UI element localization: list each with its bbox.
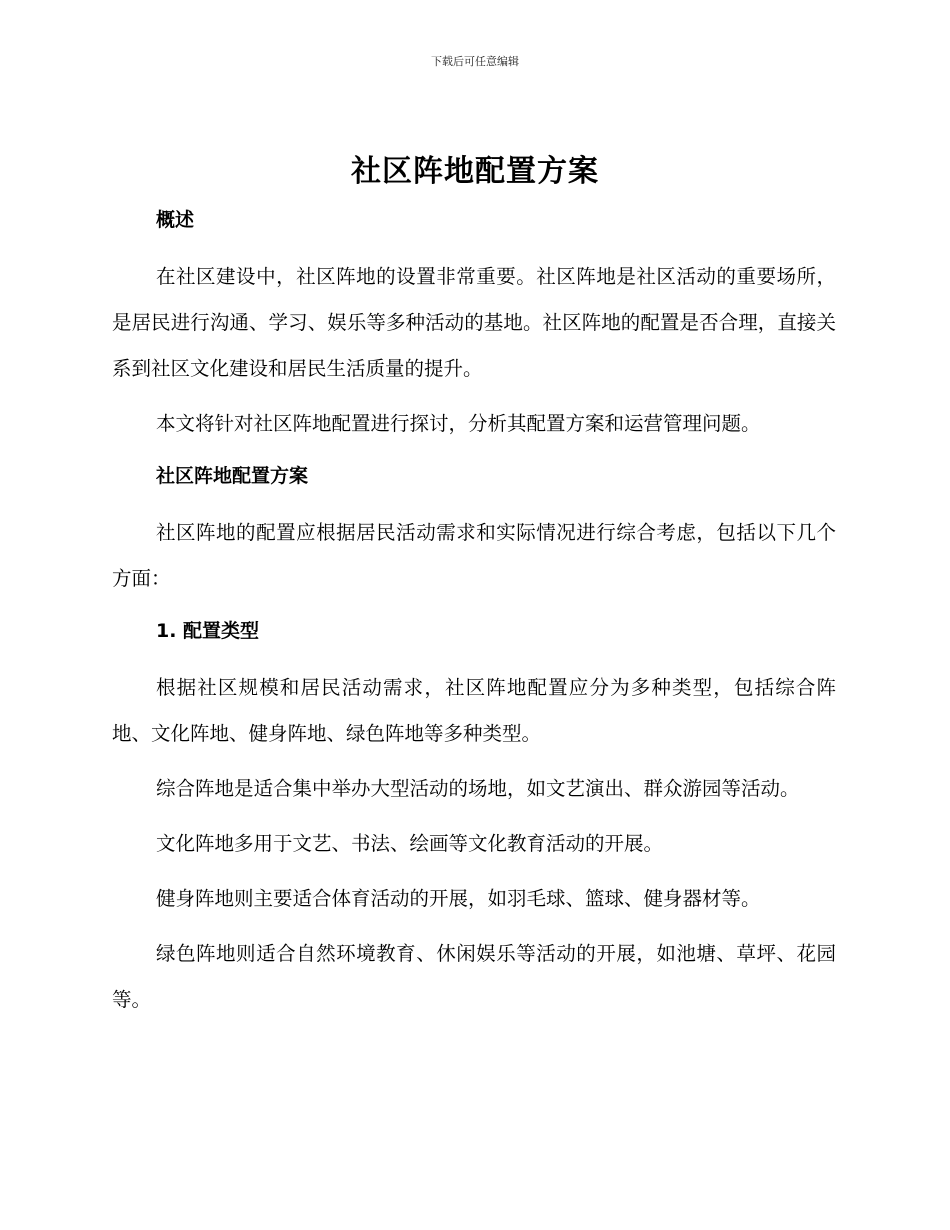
document-title: 社区阵地配置方案 [351,154,599,189]
document-body [112,200,836,1032]
plan-paragraph-1: 社区阵地的配置应根据居民活动需求和实际情况进行综合考虑，包括以下几个方面： [112,521,836,590]
config-type-paragraph-4: 健身阵地则主要适合体育活动的开展，如羽毛球、篮球、健身器材等。 [156,887,761,910]
overview-paragraph-2: 本文将针对社区阵地配置进行探讨，分析其配置方案和运营管理问题。 [156,412,761,435]
config-type-paragraph-3: 文化阵地多用于文艺、书法、绘画等文化教育活动的开展。 [156,832,664,855]
config-type-paragraph-1: 根据社区规模和居民活动需求，社区阵地配置应分为多种类型，包括综合阵地、文化阵地、健身阵地、绿色阵地等多种类型。 [112,676,836,745]
config-type-heading: 1. 配置类型 [156,620,260,642]
overview-paragraph-1: 在社区建设中，社区阵地的设置非常重要。社区阵地是社区活动的重要场所，是居民进行沟通、学习、娱乐等多种活动的基地。社区阵地的配置是否合理，直接关系到社区文化建设和居民生活质量的提升。 [112,265,836,380]
plan-heading: 社区阵地配置方案 [156,465,309,487]
page-header-note: 下载后可任意编辑 [431,55,519,68]
config-type-paragraph-2: 综合阵地是适合集中举办大型活动的场地，如文艺演出、群众游园等活动。 [156,777,800,800]
overview-heading: 概述 [156,209,195,231]
config-type-paragraph-5: 绿色阵地则适合自然环境教育、休闲娱乐等活动的开展，如池塘、草坪、花园等。 [112,942,836,1011]
